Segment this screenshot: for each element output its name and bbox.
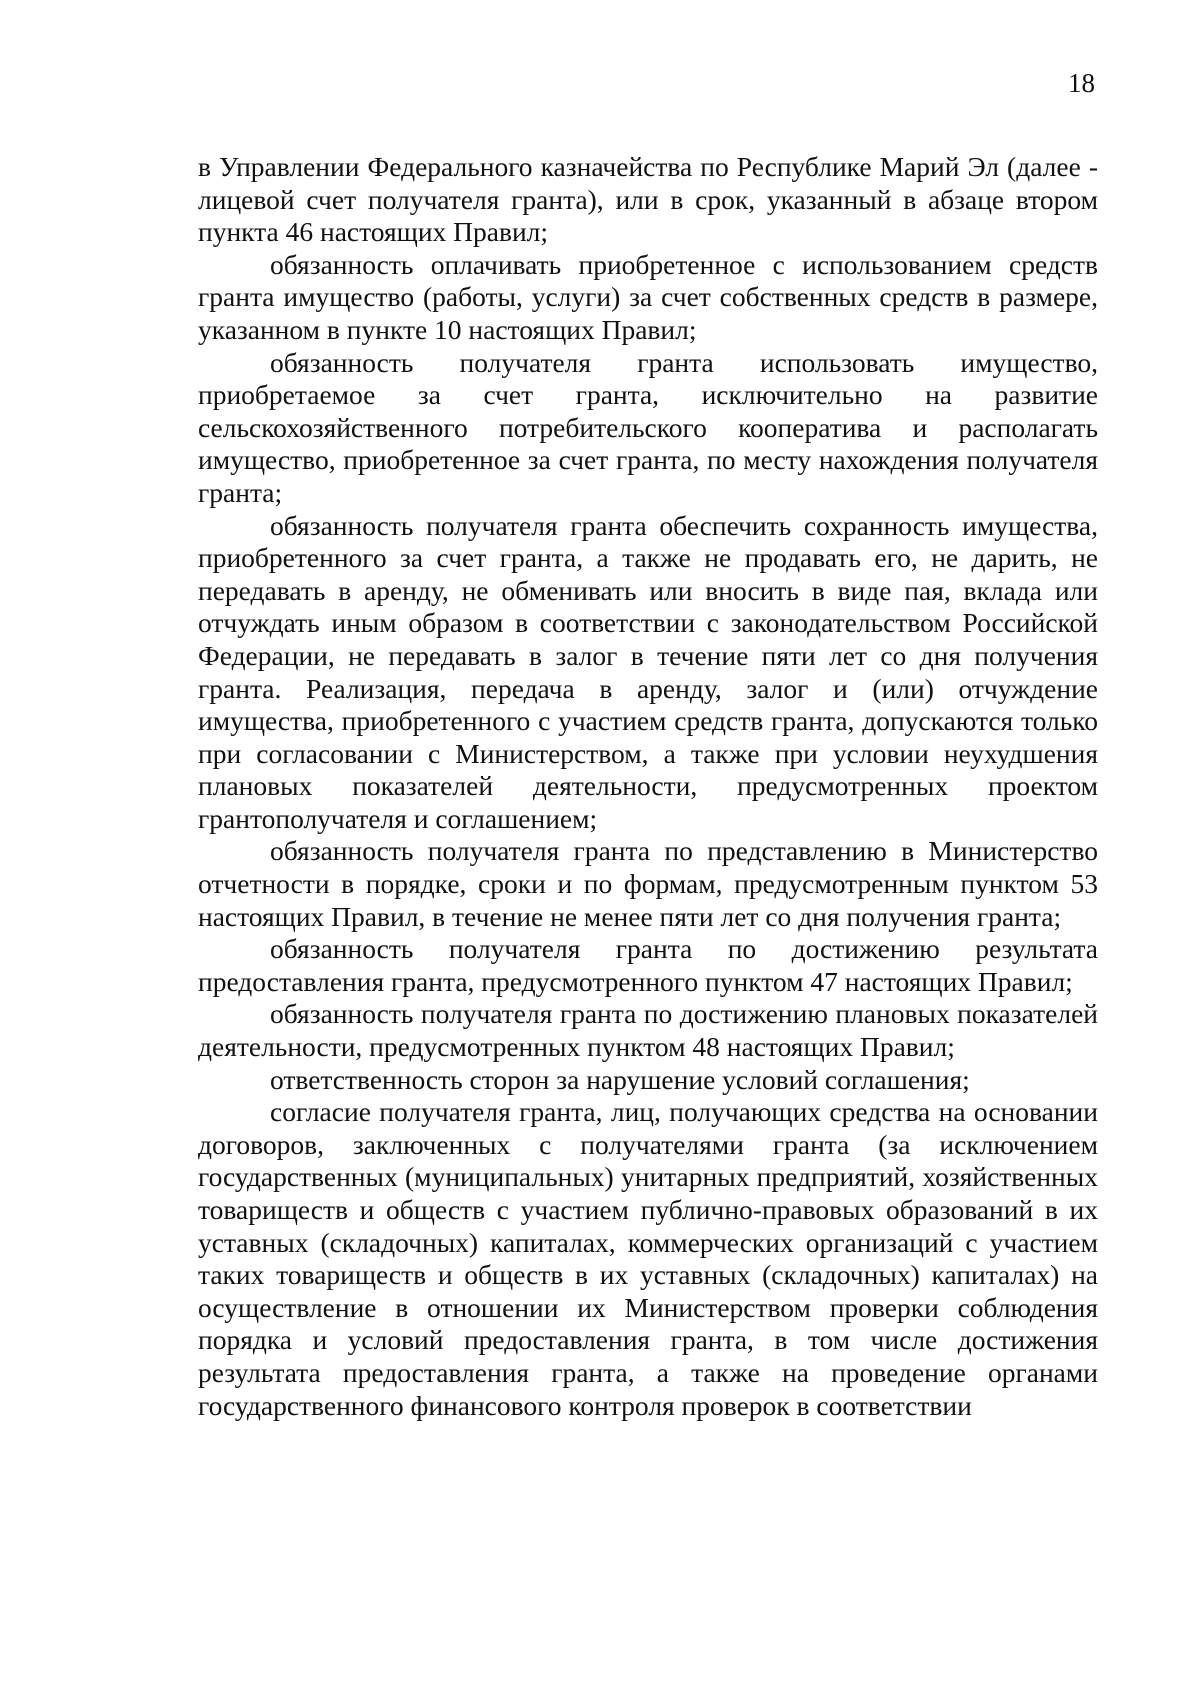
document-body [198,151,1098,1422]
paragraph-continuation: в Управлении Федерального казначейства по Республике Марий Эл (далее - лицевой счет получателя гранта), или в срок, указанный в абзаце втором пункта 46 настоящих Правил; [198,151,1098,248]
paragraph: согласие получателя гранта, лиц, получающих средства на основании договоров, заключенных с получателями гранта (за исключением государственных (муниципальных) унитарных предприятий, хозяйственных товариществ и обществ с участием публично-правовых образований в их уставных (складочных) капиталах, коммерческих организаций с участием таких товариществ и обществ в их уставных (складочных) капиталах) на осуществление в отношении их Министерством проверки соблюдения порядка и условий предоставления гранта, в том числе достижения результата предоставления гранта, а также на проведение органами государственного финансового контроля проверок в соответствии [198,1096,1098,1421]
paragraph: обязанность получателя гранта по представлению в Министерство отчетности в порядке, сроки и по формам, предусмотренным пунктом 53 настоящих Правил, в течение не менее пяти лет со дня получения гранта; [198,835,1098,932]
paragraph: обязанность оплачивать приобретенное с использованием средств гранта имущество (работы, услуги) за счет собственных средств в размере, указанном в пункте 10 настоящих Правил; [198,248,1098,345]
paragraph: обязанность получателя гранта по достижению плановых показателей деятельности, предусмотренных пунктом 48 настоящих Правил; [198,998,1098,1063]
page-number: 18 [1068,68,1095,98]
paragraph: ответственность сторон за нарушение условий соглашения; [270,1063,970,1095]
paragraph: обязанность получателя гранта обеспечить сохранность имущества, приобретенного за счет гранта, а также не продавать его, не дарить, не передавать в аренду, не обменивать или вносить в виде пая, вклада или отчуждать иным образом в соответствии с законодательством Российской Федерации, не передавать в залог в течение пяти лет со дня получения гранта. Реализация, передача в аренду, залог и (или) отчуждение имущества, приобретенного с участием средств гранта, допускаются только при согласовании с Министерством, а также при условии неухудшения плановых показателей деятельности, предусмотренных проектом грантополучателя и соглашением; [198,509,1098,834]
paragraph: обязанность получателя гранта по достижению результата предоставления гранта, предусмотренного пунктом 47 настоящих Правил; [198,933,1098,997]
paragraph: обязанность получателя гранта использовать имущество, приобретаемое за счет гранта, исключительно на развитие сельскохозяйственного потребительского кооператива и располагать имущество, приобретенное за счет гранта, по месту нахождения получателя гранта; [198,346,1098,508]
